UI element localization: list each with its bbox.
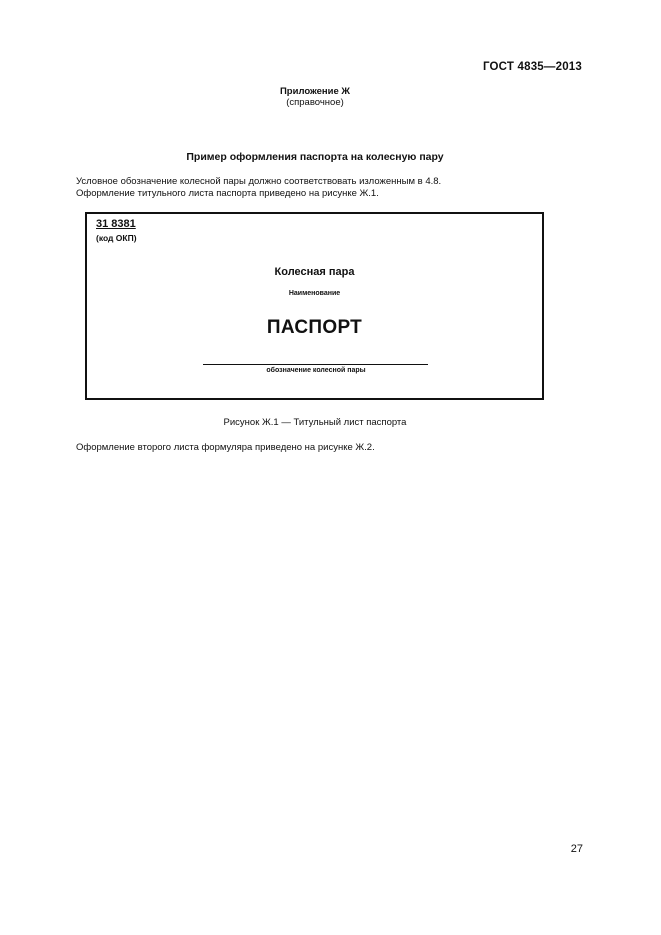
section-title: Пример оформления паспорта на колесную пару: [186, 151, 444, 163]
paragraph: Оформление титульного листа паспорта приведено на рисунке Ж.1.: [76, 188, 379, 199]
okp-caption: (код ОКП): [96, 233, 137, 243]
designation-label: обозначение колесной пары: [266, 367, 366, 374]
appendix-title: Приложение Ж: [279, 86, 351, 97]
product-name: Колесная пара: [274, 266, 355, 278]
okp-code: 31 8381: [96, 218, 136, 230]
page-number: 27: [570, 843, 583, 855]
paragraph: Условное обозначение колесной пары должно соответствовать изложенным в 4.8.: [76, 176, 442, 187]
document-heading: ПАСПОРТ: [266, 317, 363, 338]
name-label: Наименование: [288, 290, 341, 297]
appendix-kind: (справочное): [286, 97, 344, 108]
figure-caption: Рисунок Ж.1 — Титульный лист паспорта: [223, 417, 407, 428]
passport-title-page-frame: [85, 212, 544, 400]
designation-line: [203, 364, 428, 365]
document-code: ГОСТ 4835—2013: [482, 61, 582, 73]
paragraph: Оформление второго листа формуляра приведено на рисунке Ж.2.: [76, 442, 375, 453]
